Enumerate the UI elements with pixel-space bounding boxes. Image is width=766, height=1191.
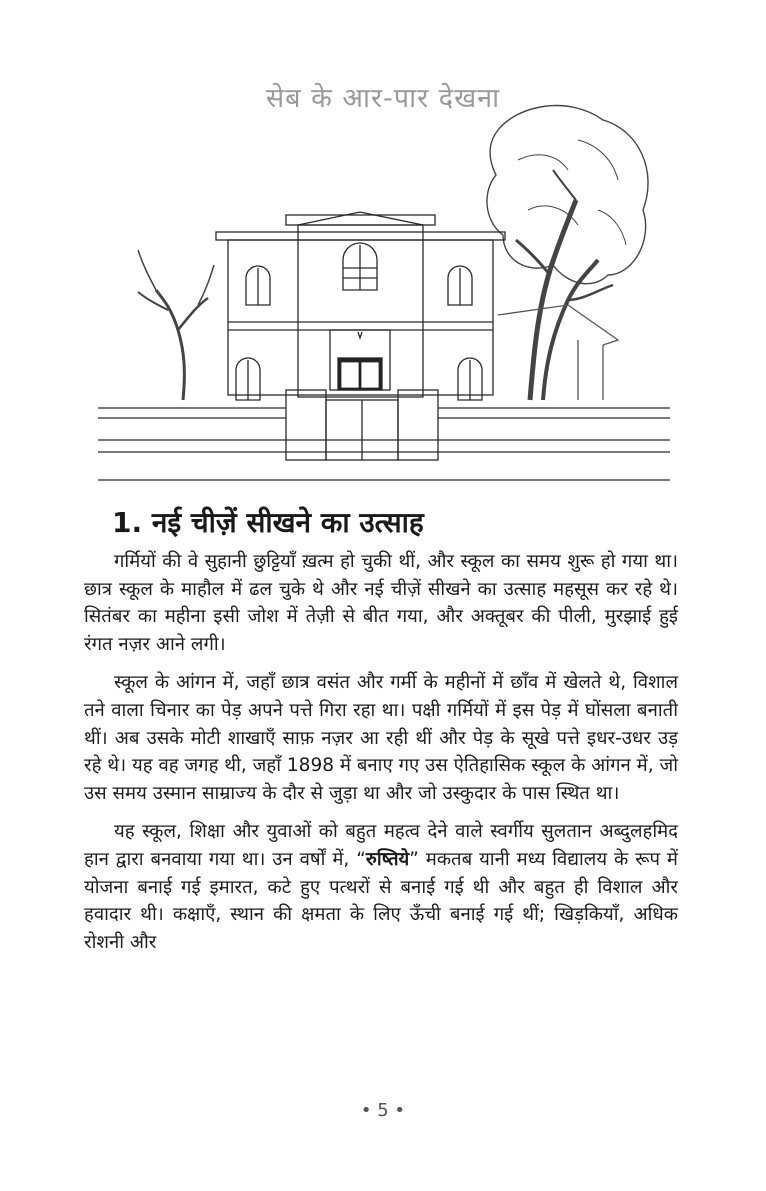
paragraph-3-before: यह स्कूल, शिक्षा और युवाओं को बहुत महत्व देने वाले स्वर्गीय सुलतान अब्दुलहमिद हान द्वारा बनवाया गया था। उन वर्षों में, “ bbox=[84, 821, 678, 870]
school-building-illustration bbox=[98, 100, 670, 490]
running-header: सेब के आर-पार देखना bbox=[265, 83, 501, 114]
body-text bbox=[84, 548, 678, 967]
chapter-title: 1. नई चीज़ें सीखने का उत्साह bbox=[112, 506, 424, 539]
paragraph-3-bold-term: रुष्तिये bbox=[365, 848, 410, 870]
paragraph-3-after: ” मकतब यानी मध्य विद्यालय के रूप में योजना बनाई गई इमारत, कटे हुए पत्थरों से बनाई गई थी और बहुत ही विशाल और हवादार थी। कक्षाएँ, स्थान की क्षमता के लिए ऊँची बनाई गई थीं; खिड़कियाँ, अधिक रोशनी और bbox=[84, 848, 678, 953]
left-tree bbox=[138, 250, 214, 400]
gate-and-fence bbox=[98, 390, 670, 480]
building bbox=[216, 212, 505, 400]
paragraph-2: स्कूल के आंगन में, जहाँ छात्र वसंत और गर्मी के महीनों में छाँव में खेलते थे, विशाल तने वाला चिनार का पेड़ अपने पत्ते गिरा रहा था। पक्षी गर्मियों में इस पेड़ में घोंसला बनाती थीं। अब उसके मोटी शाखाएँ साफ़ नज़र आ रही थीं और पेड़ के सूखे पत्ते इधर-उधर उड़ रहे थे। यह वह जगह थी, जहाँ 1898 में बनाए गए उस ऐतिहासिक स्कूल के आंगन में, जो उस समय उस्मान साम्राज्य के दौर से जुड़ा था और जो उस्कुदार के पास स्थित था। bbox=[84, 672, 678, 804]
paragraph-3 bbox=[84, 818, 678, 956]
paragraph-1: गर्मियों की वे सुहानी छुट्टियाँ ख़त्म हो चुकी थीं, और स्कूल का समय शुरू हो गया था। छात्र स्कूल के माहौल में ढल चुके थे और नई चीज़ें सीखने का उत्साह महसूस कर रहे थे। सितंबर का महीना इसी जोश में तेज़ी से बीत गया, और अक्तूबर की पीली, मुरझाई हुई रंगत नज़र आने लगी। bbox=[84, 551, 678, 655]
page-number: • 5 • bbox=[360, 1100, 406, 1121]
right-tree bbox=[487, 106, 648, 400]
